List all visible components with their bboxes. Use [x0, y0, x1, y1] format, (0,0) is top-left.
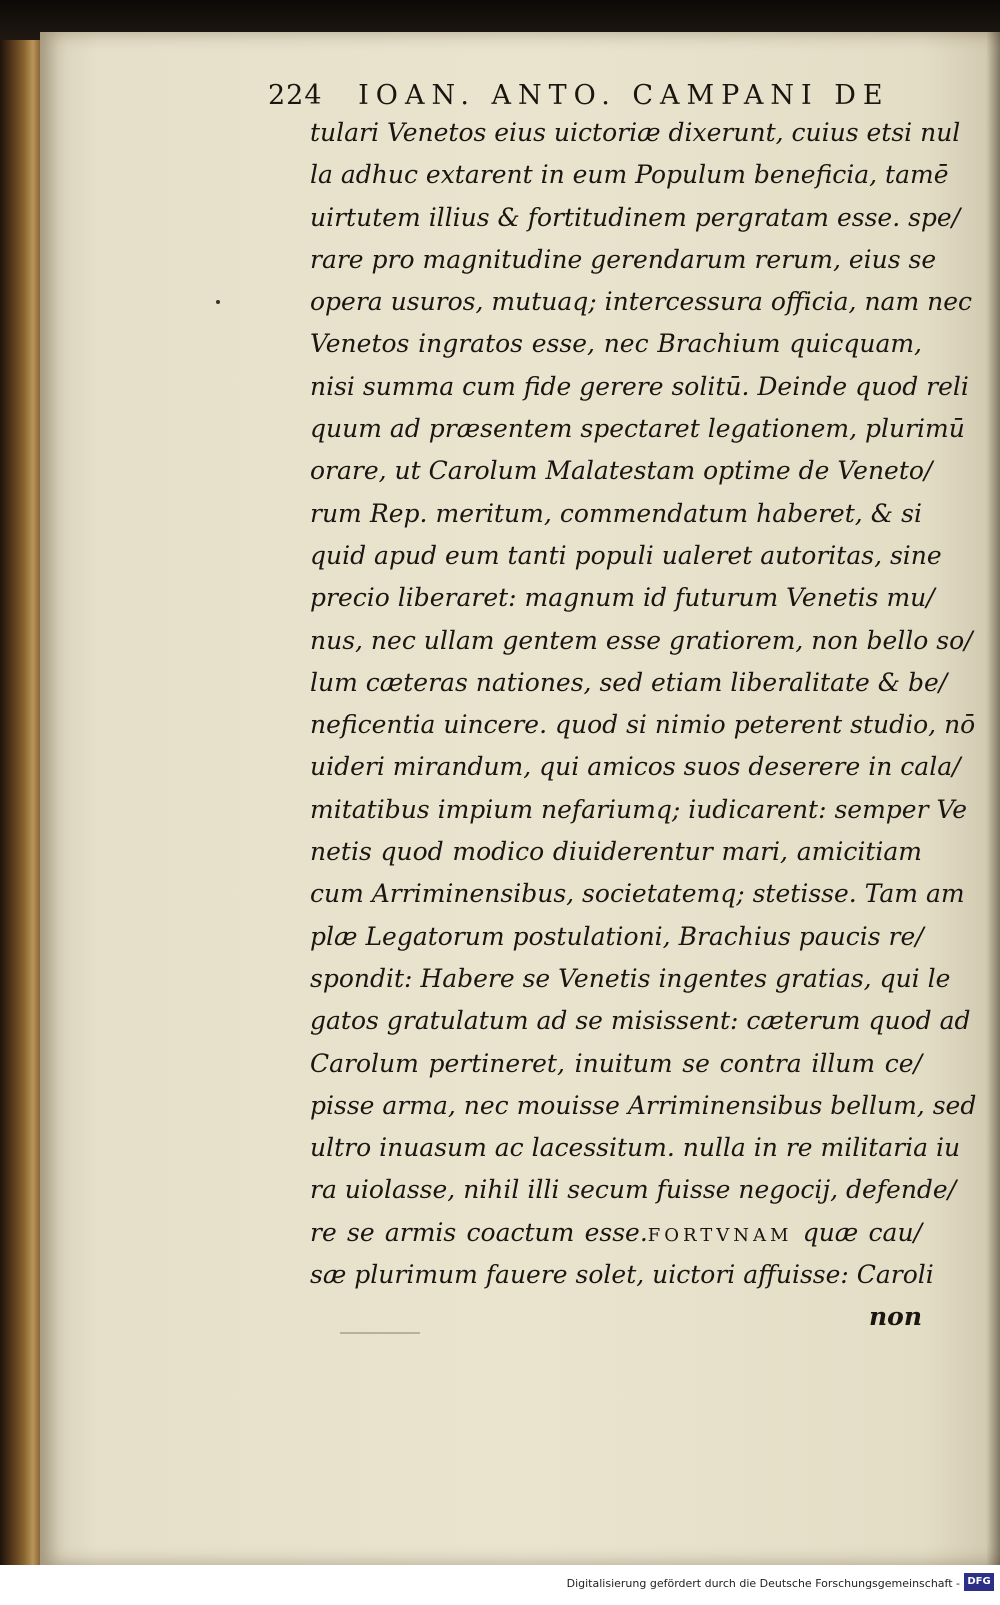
text-line: Carolum pertineret, inuitum se contra illum ce/ [310, 1048, 922, 1078]
text-line: rare pro magnitudine gerendarum rerum, eius se [310, 244, 937, 274]
text-fragment: quæ cau/ [792, 1217, 922, 1247]
text-line: quid apud eum tanti populi ualeret autoritas, sine [310, 540, 942, 570]
text-fragment: re se armis coactum esse. [310, 1217, 648, 1247]
text-line: precio liberaret: magnum id futurum Venetis mu/ [310, 583, 935, 613]
text-line: spondit: Habere se Venetis ingentes gratias, qui le [310, 963, 951, 993]
text-line: nus, nec ullam gentem esse gratiorem, non bello so/ [310, 625, 973, 655]
text-line: quum ad præsentem spectaret legationem, plurimū [310, 414, 965, 444]
text-line: lum cæteras nationes, sed etiam liberalitate & be/ [310, 667, 948, 697]
text-line: uirtutem illius & fortitudinem pergratam esse. spe/ [310, 202, 961, 232]
text-line: ultro inuasum ac lacessitum. nulla in re militaria iu [310, 1133, 961, 1163]
body-text [310, 112, 977, 1339]
dfg-logo: DFG [964, 1573, 994, 1591]
text-line: la adhuc extarent in eum Populum beneficia, tamē [310, 160, 949, 190]
text-line: tulari Venetos eius uictoriæ dixerunt, cuius etsi nul [310, 118, 961, 147]
funding-credit: Digitalisierung gefördert durch die Deutsche Forschungsgemeinschaft - [566, 1577, 960, 1590]
text-line: opera usuros, mutuaq; intercessura officia, nam nec [310, 287, 972, 317]
footer-bar [0, 1565, 1000, 1605]
text-line: sæ plurimum fauere solet, uictori affuisse: Caroli [310, 1260, 934, 1290]
text-line: orare, ut Carolum Malatestam optime de Veneto/ [310, 456, 933, 486]
text-line [310, 1212, 922, 1254]
small-caps-word: FORTVNAM [647, 1224, 793, 1246]
text-line: Venetos ingratos esse, nec Brachium quicquam, [310, 329, 922, 359]
faint-rule [340, 1332, 420, 1334]
text-line: plæ Legatorum postulationi, Brachius paucis re/ [310, 921, 924, 951]
page-number: 224 [268, 80, 323, 111]
text-line: rum Rep. meritum, commendatum haberet, & si [310, 498, 922, 528]
text-line: netis quod modico diuiderentur mari, amicitiam [310, 837, 922, 867]
text-line: neficentia uincere. quod si nimio peterent studio, nō [310, 710, 976, 740]
text-line: nisi summa cum fide gerere solitū. Deinde quod reli [310, 371, 969, 401]
running-title: IOAN. ANTO. CAMPANI DE [358, 80, 890, 111]
text-line: uideri mirandum, qui amicos suos deserere in cala/ [310, 752, 961, 782]
text-line: cum Arriminensibus, societatemq; stetisse. Tam am [310, 879, 965, 909]
text-line: mitatibus impium nefariumq; iudicarent: semper Ve [310, 794, 968, 824]
text-line: ra uiolasse, nihil illi secum fuisse negocij, defende/ [310, 1175, 957, 1205]
text-line: gatos gratulatum ad se misissent: cæterum quod ad [310, 1006, 971, 1036]
margin-mark [216, 300, 220, 304]
catchword: non [868, 1302, 922, 1332]
book-spine-edge [0, 40, 44, 1565]
text-line: pisse arma, nec mouisse Arriminensibus bellum, sed [310, 1090, 977, 1120]
